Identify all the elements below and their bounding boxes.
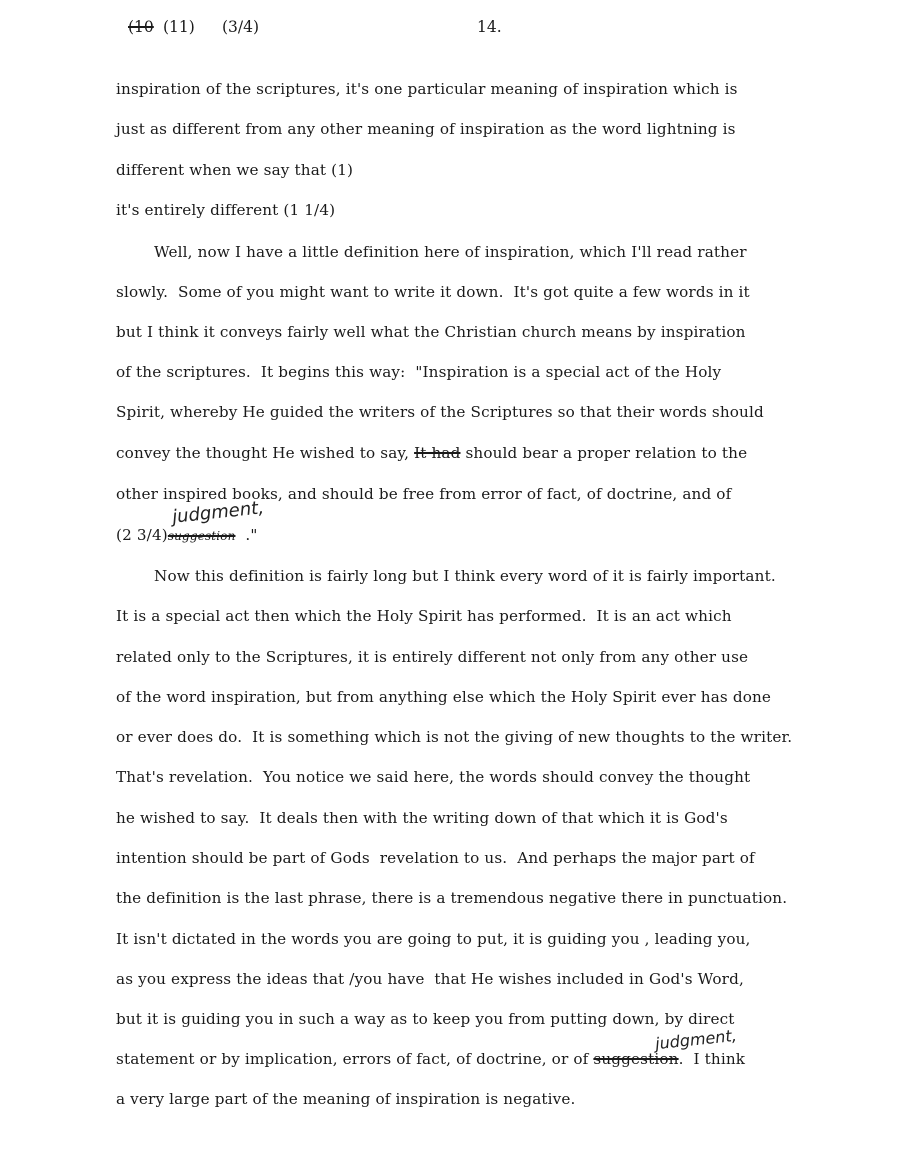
text-segment: . I think xyxy=(678,1050,746,1068)
page-marker: (11) xyxy=(163,18,195,36)
text-line: Spirit, whereby He guided the writers of the Scriptures so that their words should xyxy=(116,403,764,421)
text-line: slowly. Some of you might want to write it down. It's got quite a few words in it xyxy=(116,283,750,301)
text-line: inspiration of the scriptures, it's one particular meaning of inspiration which is xyxy=(116,80,738,98)
text-segment: convey the thought He wished to say, xyxy=(116,444,415,462)
text-line xyxy=(116,443,747,463)
text-segment: ." xyxy=(235,526,258,544)
text-line: it's entirely different (1 1/4) xyxy=(116,201,336,219)
text-line: he wished to say. It deals then with the writing down of that which it is God's xyxy=(116,809,728,827)
text-line: related only to the Scriptures, it is entirely different not only from any other use xyxy=(116,648,749,666)
text-line: but it is guiding you in such a way as to keep you from putting down, by direct xyxy=(116,1010,735,1028)
text-segment: statement or by implication, errors of fact, of doctrine, or of xyxy=(116,1050,594,1068)
text-line: the definition is the last phrase, there is a tremendous negative there in punctuation. xyxy=(116,889,788,907)
time-marker: (3/4) xyxy=(222,18,260,36)
text-line xyxy=(116,1049,745,1069)
text-line xyxy=(116,525,258,546)
handwritten-correction: judgment, xyxy=(654,1025,738,1054)
text-line: intention should be part of Gods revelation to us. And perhaps the major part of xyxy=(116,849,755,867)
text-line: just as different from any other meaning of inspiration as the word lightning is xyxy=(116,120,736,138)
text-line: It isn't dictated in the words you are going to put, it is guiding you , leading you, xyxy=(116,930,751,948)
text-line: but I think it conveys fairly well what the Christian church means by inspiration xyxy=(116,323,746,341)
paragraph-start-line: Now this definition is fairly long but I think every word of it is fairly important. xyxy=(154,567,776,585)
page-number: 14. xyxy=(477,18,502,36)
struck-text: It had xyxy=(414,444,461,462)
struck-text: suggestion xyxy=(593,1050,679,1068)
text-line: as you express the ideas that /you have that He wishes included in God's Word, xyxy=(116,970,744,988)
text-line: of the word inspiration, but from anything else which the Holy Spirit ever has done xyxy=(116,688,772,706)
text-line: It is a special act then which the Holy Spirit has performed. It is an act which xyxy=(116,607,732,625)
text-segment: should bear a proper relation to the xyxy=(460,444,748,462)
handwritten-correction: judgment, xyxy=(171,497,265,528)
struck-text: suggestion xyxy=(167,529,236,543)
text-line: a very large part of the meaning of inspiration is negative. xyxy=(116,1090,576,1108)
text-line: or ever does do. It is something which is not the giving of new thoughts to the writer. xyxy=(116,728,793,746)
text-line: other inspired books, and should be free from error of fact, of doctrine, and of xyxy=(116,485,732,503)
text-line: That's revelation. You notice we said here, the words should convey the thought xyxy=(116,768,751,786)
time-marker-inline: (2 3/4) xyxy=(116,526,168,544)
text-line: of the scriptures. It begins this way: "Inspiration is a special act of the Holy xyxy=(116,363,722,381)
struck-page-marker: (10 xyxy=(128,18,154,36)
text-line: different when we say that (1) xyxy=(116,161,354,179)
paragraph-start-line: Well, now I have a little definition here of inspiration, which I'll read rather xyxy=(154,243,747,261)
